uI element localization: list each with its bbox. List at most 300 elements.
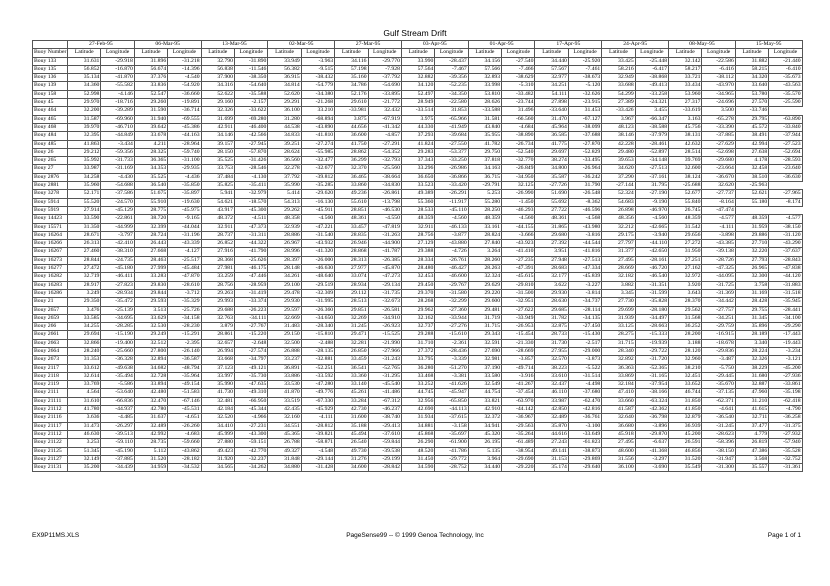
longitude-cell: -41.342 [368,123,401,131]
latitude-cell: 52.324 [602,190,635,198]
table-row [33,447,803,455]
latitude-cell: 42.910 [468,406,501,414]
longitude-cell: -66.950 [234,397,267,405]
latitude-cell: 38.510 [735,173,768,181]
longitude-cell: -38.150 [769,223,802,231]
longitude-cell: -29.290 [769,323,802,331]
latitude-cell: 28.844 [68,256,101,264]
longitude-cell: -44.999 [101,223,134,231]
longitude-cell: -18.716 [101,99,134,107]
longitude-cell: -4.560 [435,215,468,223]
latitude-cell: 33.836 [134,82,167,90]
longitude-cell: -66.560 [502,115,535,123]
longitude-cell: -59.356 [101,148,134,156]
longitude-cell: -42.665 [635,223,668,231]
longitude-cell: -31.218 [168,57,201,65]
longitude-cell: -27.622 [502,306,535,314]
latitude-cell: 28.669 [602,265,635,273]
latitude-cell: 36.600 [335,132,368,140]
longitude-cell: -57.870 [234,148,267,156]
longitude-cell: -8.164 [702,198,735,206]
latitude-cell: 27.898 [535,99,568,107]
latitude-header: Latitude [535,49,568,57]
longitude-cell: -45.929 [301,406,334,414]
longitude-cell: -47.870 [168,273,201,281]
longitude-cell: -4.146 [101,90,134,98]
latitude-cell: 53.780 [735,90,768,98]
latitude-cell: 29.471 [335,331,368,339]
latitude-cell: 28.683 [535,265,568,273]
buoy-name-cell: Bouy 21112 [33,406,68,414]
longitude-cell: -36.798 [635,414,668,422]
latitude-cell: 56.674 [134,65,167,73]
latitude-cell: 37.293 [401,132,434,140]
latitude-cell: 29.750 [468,148,501,156]
latitude-cell: 28.514 [669,148,702,156]
latitude-cell: 32.370 [335,165,368,173]
latitude-cell: 33.612 [68,364,101,372]
longitude-cell: -31.120 [769,231,802,239]
longitude-cell: -7.466 [502,65,535,73]
longitude-cell: -35.588 [234,90,267,98]
latitude-cell: 28.148 [268,265,301,273]
longitude-cell: -26.849 [502,165,535,173]
latitude-cell: 31.920 [201,455,234,463]
longitude-cell: -4.568 [568,215,601,223]
longitude-cell: -31.733 [101,157,134,165]
longitude-cell: -26.385 [368,256,401,264]
latitude-cell: 31.210 [735,397,768,405]
latitude-cell: 33.459 [335,356,368,364]
latitude-cell: 27.955 [535,347,568,355]
latitude-cell: 33.990 [401,57,434,65]
latitude-cell: 48.359 [735,215,768,223]
longitude-cell: -38.350 [234,74,267,82]
longitude-cell: -27.737 [702,190,735,198]
longitude-cell: -15.525 [368,331,401,339]
latitude-cell: 29.970 [68,99,101,107]
longitude-cell: -6.410 [769,65,802,73]
latitude-cell: 29.610 [335,99,368,107]
longitude-cell: -31.369 [702,289,735,297]
latitude-cell: 27.880 [201,439,234,447]
latitude-cell: 33.360 [335,372,368,380]
longitude-cell: -38.432 [301,74,334,82]
longitude-cell: -16.870 [101,65,134,73]
longitude-cell: -36.714 [168,107,201,115]
latitude-cell: 34.551 [268,422,301,430]
table-row [33,157,803,165]
latitude-cell: 3.249 [68,289,101,297]
table-row [33,439,803,447]
latitude-cell: -29.791 [468,182,501,190]
latitude-cell: 41.615 [735,406,768,414]
longitude-cell: -35.964 [168,372,201,380]
latitude-cell: 32.481 [201,397,234,405]
longitude-cell: -3.898 [702,231,735,239]
latitude-cell: 29.450 [401,281,434,289]
longitude-cell: -27.523 [769,140,802,148]
latitude-cell: 34.120 [401,82,434,90]
longitude-cell: -6.417 [635,65,668,73]
latitude-cell: 27.797 [602,240,635,248]
longitude-cell: -28.812 [301,422,334,430]
longitude-header: Longitude [702,49,735,57]
longitude-cell: -52.765 [368,364,401,372]
table-row [33,206,803,214]
latitude-cell: 31.715 [602,339,635,347]
latitude-cell: 31.542 [669,223,702,231]
latitude-cell: 29.263 [201,289,234,297]
latitude-cell: 28.868 [335,248,368,256]
table-row [33,132,803,140]
latitude-cell: 54.683 [602,198,635,206]
latitude-cell: 28.480 [401,265,434,273]
longitude-cell: -52.251 [301,364,334,372]
longitude-cell: -44.544 [568,240,601,248]
longitude-cell: -28.441 [769,306,802,314]
latitude-cell: 52.620 [268,90,301,98]
buoy-name-cell: Bouy 2659 [33,314,68,322]
latitude-cell: 55.180 [735,198,768,206]
latitude-cell: 33.610 [535,372,568,380]
latitude-cell: 34.800 [535,165,568,173]
latitude-cell: 37.477 [735,422,768,430]
latitude-cell: 32.470 [134,397,167,405]
longitude-cell: -3.100 [568,422,601,430]
latitude-cell: 29.283 [401,148,434,156]
longitude-cell: -27.757 [702,306,735,314]
latitude-cell: 3.964 [468,455,501,463]
longitude-cell: -58.396 [702,439,735,447]
longitude-cell: -52.235 [435,82,468,90]
latitude-cell: 33.519 [268,397,301,405]
longitude-cell: -46.630 [301,265,334,273]
latitude-cell: 28.917 [68,281,101,289]
latitude-cell: 3.951 [535,248,568,256]
latitude-cell: 36.540 [134,182,167,190]
table-row [33,248,803,256]
latitude-cell: 31.350 [68,223,101,231]
latitude-cell: 28.397 [268,256,301,264]
longitude-cell: -59.151 [234,439,267,447]
latitude-cell: 52.622 [201,90,234,98]
latitude-cell: 28.189 [735,331,768,339]
latitude-cell: 27.730 [602,298,635,306]
latitude-cell: 41.824 [401,140,434,148]
longitude-cell: -47.838 [769,265,802,273]
latitude-cell: 33.869 [602,372,635,380]
longitude-cell: -34.650 [301,314,334,322]
longitude-cell: -59.740 [168,148,201,156]
latitude-cell: 32.549 [468,381,501,389]
latitude-cell: 32.278 [268,165,301,173]
table-row [33,339,803,347]
longitude-cell: -43.970 [702,82,735,90]
latitude-cell: 34.261 [268,273,301,281]
longitude-cell: -3.158 [435,422,468,430]
longitude-cell: -54.352 [368,148,401,156]
table-row [33,123,803,131]
latitude-cell: 34.881 [401,422,434,430]
longitude-cell: -28.623 [702,430,735,438]
latitude-cell: 28.463 [134,256,167,264]
latitude-cell: 45.964 [535,123,568,131]
longitude-cell: -63.890 [769,115,802,123]
longitude-cell: -42.362 [635,406,668,414]
latitude-cell: 53.960 [669,90,702,98]
longitude-cell: -34.830 [368,182,401,190]
latitude-cell: 52.547 [134,90,167,98]
latitude-cell: 29.260 [134,99,167,107]
longitude-header: Longitude [435,49,468,57]
longitude-cell: -45.344 [234,406,267,414]
longitude-cell: -16.915 [702,331,735,339]
latitude-cell: 3.345 [602,289,635,297]
longitude-cell: -17.443 [769,331,802,339]
latitude-cell: 33.886 [268,372,301,380]
latitude-cell: 38.210 [669,364,702,372]
longitude-cell: -4.436 [168,173,201,181]
longitude-cell: -49.310 [234,389,267,397]
latitude-cell: 42.911 [201,123,234,131]
longitude-cell: -62.371 [702,397,735,405]
latitude-cell: 48.520 [401,447,434,455]
longitude-cell: -25.448 [635,57,668,65]
latitude-cell: 52.621 [735,190,768,198]
longitude-cell: -34.262 [234,464,267,472]
longitude-cell: -46.710 [101,123,134,131]
latitude-cell: 29.480 [602,148,635,156]
longitude-cell: -32.626 [568,90,601,98]
latitude-cell: 32.300 [735,273,768,281]
longitude-cell: -26.223 [234,306,267,314]
longitude-cell: -19.891 [168,99,201,107]
longitude-cell: -28.285 [101,323,134,331]
longitude-cell: -31.500 [502,289,535,297]
longitude-cell: -33.895 [368,90,401,98]
latitude-cell: 48.359 [401,215,434,223]
latitude-cell: 44.754 [468,389,501,397]
longitude-cell: -4.641 [702,406,735,414]
longitude-cell: -26.581 [368,306,401,314]
latitude-cell: 42.228 [602,140,635,148]
longitude-cell: -9.165 [168,215,201,223]
longitude-cell: -4.577 [769,215,802,223]
latitude-cell: 36.915 [268,74,301,82]
latitude-cell: 27.162 [669,265,702,273]
longitude-cell: -59.660 [168,439,201,447]
latitude-cell: 33.161 [468,223,501,231]
longitude-cell: -24.321 [635,99,668,107]
latitude-cell: 28.224 [735,347,768,355]
longitude-cell: -54.688 [101,182,134,190]
buoy-name-cell: Bouy 16286 [33,289,68,297]
latitude-cell: 32.326 [735,356,768,364]
longitude-cell: -29.445 [702,372,735,380]
longitude-cell: -29.199 [368,455,401,463]
table-row [33,347,803,355]
footer-page-number: Page 1 of 1 [767,532,801,539]
date-header: 08-May-95 [669,41,736,49]
latitude-cell: 39.157 [201,140,234,148]
latitude-cell: 5.941 [201,190,234,198]
longitude-cell: -3.916 [502,372,535,380]
longitude-cell: -6.416 [702,65,735,73]
latitude-cell: 32.489 [535,414,568,422]
latitude-cell: 3.920 [669,281,702,289]
longitude-cell: -44.322 [234,240,267,248]
longitude-cell: -27.540 [502,57,535,65]
longitude-cell: -5.522 [568,364,601,372]
latitude-cell: -25.963 [735,182,768,190]
longitude-cell: -27.360 [435,306,468,314]
latitude-header: Latitude [468,49,501,57]
longitude-cell: -28.436 [435,347,468,355]
longitude-cell: -47.446 [234,273,267,281]
longitude-cell: -37.885 [702,132,735,140]
longitude-cell: -39.289 [101,107,134,115]
buoy-name-cell: Bouy 21112 [33,430,68,438]
latitude-cell: 49.327 [268,447,301,455]
longitude-cell: -31.165 [635,372,668,380]
longitude-cell: -45.540 [368,381,401,389]
longitude-cell: -5.120 [568,82,601,90]
latitude-cell: 46.110 [535,389,568,397]
latitude-cell: 32.875 [535,323,568,331]
latitude-cell: 32.972 [669,273,702,281]
latitude-cell: 29.993 [201,298,234,306]
latitude-cell: 52.171 [68,190,101,198]
longitude-cell: -35.673 [769,74,802,82]
longitude-cell: -29.519 [301,281,334,289]
longitude-cell: -52.698 [702,148,735,156]
latitude-cell: 32.894 [134,356,167,364]
latitude-cell: 31.631 [68,57,101,65]
latitude-cell: 3.188 [669,339,702,347]
table-row [33,107,803,115]
table-row [33,99,803,107]
longitude-cell: -3.339 [435,356,468,364]
latitude-cell: 39.769 [669,157,702,165]
longitude-cell: -38.310 [101,248,134,256]
longitude-cell: -5.750 [702,364,735,372]
latitude-cell: 28.624 [268,148,301,156]
latitude-cell: 31.896 [134,57,167,65]
longitude-cell: -41.787 [368,248,401,256]
latitude-cell: 32.790 [201,57,234,65]
longitude-cell: -25.517 [168,256,201,264]
latitude-cell: 32.614 [68,372,101,380]
latitude-cell: 29.629 [468,281,501,289]
latitude-cell: 27.981 [201,265,234,273]
latitude-cell: 44.656 [335,123,368,131]
latitude-cell: 32.212 [602,223,635,231]
latitude-cell: 32.399 [134,223,167,231]
longitude-cell: -23.664 [702,165,735,173]
longitude-cell: -29.836 [702,347,735,355]
latitude-cell: 41.870 [268,389,301,397]
latitude-cell: 33.125 [602,323,635,331]
report-title: Gulf Stream Drift [383,28,447,38]
latitude-cell: 48.372 [201,215,234,223]
latitude-cell: 31.610 [68,397,101,405]
latitude-cell: 32.458 [735,165,768,173]
latitude-cell: 48.358 [268,215,301,223]
latitude-cell: 37.123 [201,364,234,372]
latitude-cell: 28.268 [401,298,434,306]
longitude-cell: -28.114 [568,306,601,314]
longitude-cell: -5.310 [502,82,535,90]
latitude-cell: 26.994 [201,347,234,355]
longitude-cell: -67.312 [368,397,401,405]
longitude-cell: -38.166 [635,389,668,397]
longitude-cell: -36.258 [769,414,802,422]
latitude-cell: 32.160 [268,414,301,422]
latitude-cell: 46.856 [669,447,702,455]
latitude-cell: 31.345 [735,314,768,322]
longitude-cell: -24.735 [101,256,134,264]
longitude-cell: -31.947 [702,455,735,463]
latitude-cell: 36.939 [669,422,702,430]
longitude-cell: -24.696 [702,99,735,107]
buoy-name-cell: Bouy 136 [33,74,68,82]
longitude-cell: -4.683 [168,430,201,438]
latitude-cell: 45.918 [602,430,635,438]
date-header: 03-Apr-95 [401,41,468,49]
longitude-cell: -41.949 [435,123,468,131]
latitude-cell: 55.692 [535,198,568,206]
buoy-name-cell: Bouy 21116 [33,414,68,422]
latitude-cell: 27.638 [735,148,768,156]
longitude-cell: -36.630 [769,173,802,181]
longitude-cell: -41.810 [301,132,334,140]
latitude-cell: 29.680 [535,231,568,239]
latitude-cell: 43.917 [201,206,234,214]
longitude-cell: -15.430 [568,331,601,339]
longitude-cell: -31.419 [234,289,267,297]
table-row [33,215,803,223]
latitude-cell: 26.888 [268,347,301,355]
latitude-cell: -33.588 [468,107,501,115]
longitude-cell: -25.726 [168,306,201,314]
buoy-name-cell: Bouy 2119 [33,381,68,389]
longitude-cell: -23.744 [502,99,535,107]
longitude-cell: -28.182 [168,455,201,463]
latitude-cell: 36.465 [335,173,368,181]
latitude-cell: 28.735 [134,439,167,447]
latitude-cell: 28.671 [68,231,101,239]
latitude-cell: 37.343 [401,157,434,165]
longitude-cell: -19.939 [635,339,668,347]
latitude-cell: 28.862 [335,148,368,156]
longitude-cell: -3.896 [635,422,668,430]
longitude-cell: -27.936 [769,372,802,380]
latitude-cell: 32.960 [669,356,702,364]
latitude-cell: 33.585 [68,314,101,322]
latitude-cell: 27.272 [669,240,702,248]
buoy-name-cell: Bouy 135 [33,65,68,73]
table-row [33,372,803,380]
longitude-cell: -28.934 [101,289,134,297]
table-row [33,223,803,231]
latitude-cell: 51.690 [535,190,568,198]
latitude-cell: 32.149 [68,455,101,463]
longitude-cell: -49.776 [301,389,334,397]
latitude-cell: 31.556 [602,455,635,463]
latitude-cell: 3.636 [68,414,101,422]
buoy-name-cell: Bouy 2881 [33,182,68,190]
